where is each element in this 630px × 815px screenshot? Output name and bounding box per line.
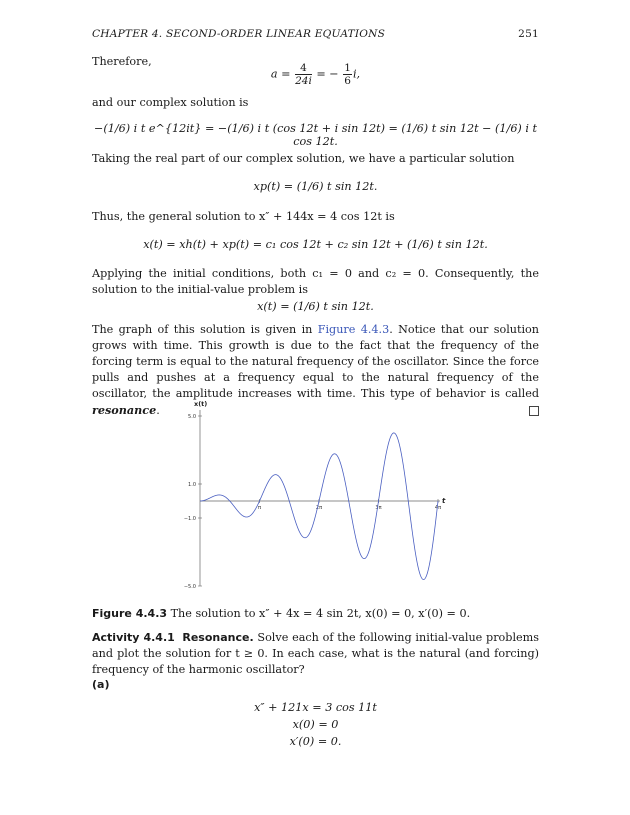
general-intro: Thus, the general solution to x″ + 144x = 4 cos 12t is (92, 210, 395, 223)
activity-text: Solve each of the following initial-value problems and plot the solution for t ≥ 0. In each case, what is the natural (and forcing) frequency of the harmonic oscillator? (92, 631, 539, 676)
equation-solution: x(t) = (1/6) t sin 12t. (257, 300, 374, 313)
page-number: 251 (518, 28, 539, 40)
resonance-term: resonance (92, 403, 157, 417)
figure-caption: Figure 4.4.3 The solution to x″ + 4x = 4 sin 2t, x(0) = 0, x′(0) = 0. (92, 607, 471, 620)
x-tick-label: π (257, 505, 262, 511)
x-axis-label: t (442, 497, 446, 505)
qed-symbol (529, 406, 539, 416)
graph-paragraph: The graph of this solution is given in Figure 4.4.3. Notice that our solution grows with time. This growth is due to the fact that the frequency of the forcing term is equal to the natural frequency of the oscillator. Since the force pulls and pushes at a frequency equal to the natural frequency of the oscillator, the amplitude increases with time. This type of behavior is called resonance. (92, 323, 540, 417)
activity-eq-3: x′(0) = 0. (289, 735, 342, 748)
activity-block (92, 630, 539, 678)
equation-general: x(t) = xh(t) + xp(t) = c₁ cos 12t + c₂ sin 12t + (1/6) t sin 12t. (143, 238, 488, 251)
equation-complex: −(1/6) i t e^{12it} = −(1/6) i t (cos 12t + i sin 12t) = (1/6) t sin 12t − (1/6) i t cos 12t. (94, 122, 537, 148)
y-tick-label: −1.0 (183, 516, 196, 522)
equation-a: a = $\frac{4}{24i}$ = − $\frac{1}{6}$ i, (270, 62, 361, 87)
activity-eq-1: x″ + 121x = 3 cos 11t (254, 701, 377, 714)
x-tick-label: 4π (434, 505, 442, 511)
real-part-text: Taking the real part of our complex solution, we have a particular solution (92, 152, 515, 165)
figure-link[interactable]: Figure 4.4.3 (317, 323, 390, 336)
y-axis-label: x(t) (194, 400, 208, 408)
initial-conditions-text: Applying the initial conditions, both c₁ = 0 and c₂ = 0. Consequently, the solution to the initial-value problem is (92, 267, 539, 296)
page-header (92, 28, 539, 40)
resonance-chart (180, 396, 450, 601)
activity-eq-2: x(0) = 0 (292, 718, 339, 731)
complex-intro: and our complex solution is (92, 96, 249, 109)
caption-label: Figure 4.4.3 (92, 607, 168, 620)
activity-label: Activity 4.4.1 (92, 631, 175, 644)
chapter-title: CHAPTER 4. SECOND-ORDER LINEAR EQUATIONS (92, 28, 386, 40)
equation-particular: xp(t) = (1/6) t sin 12t. (253, 180, 378, 193)
y-tick-label: −5.0 (183, 584, 196, 590)
y-tick-label: 1.0 (188, 482, 196, 488)
activity-title: Resonance. (182, 631, 254, 644)
therefore-text: Therefore, (92, 55, 152, 68)
x-tick-label: 3π (375, 505, 382, 511)
activity-part-a: (a) (92, 678, 110, 691)
x-tick-label: 2π (315, 505, 323, 511)
y-tick-label: 5.0 (188, 414, 196, 420)
